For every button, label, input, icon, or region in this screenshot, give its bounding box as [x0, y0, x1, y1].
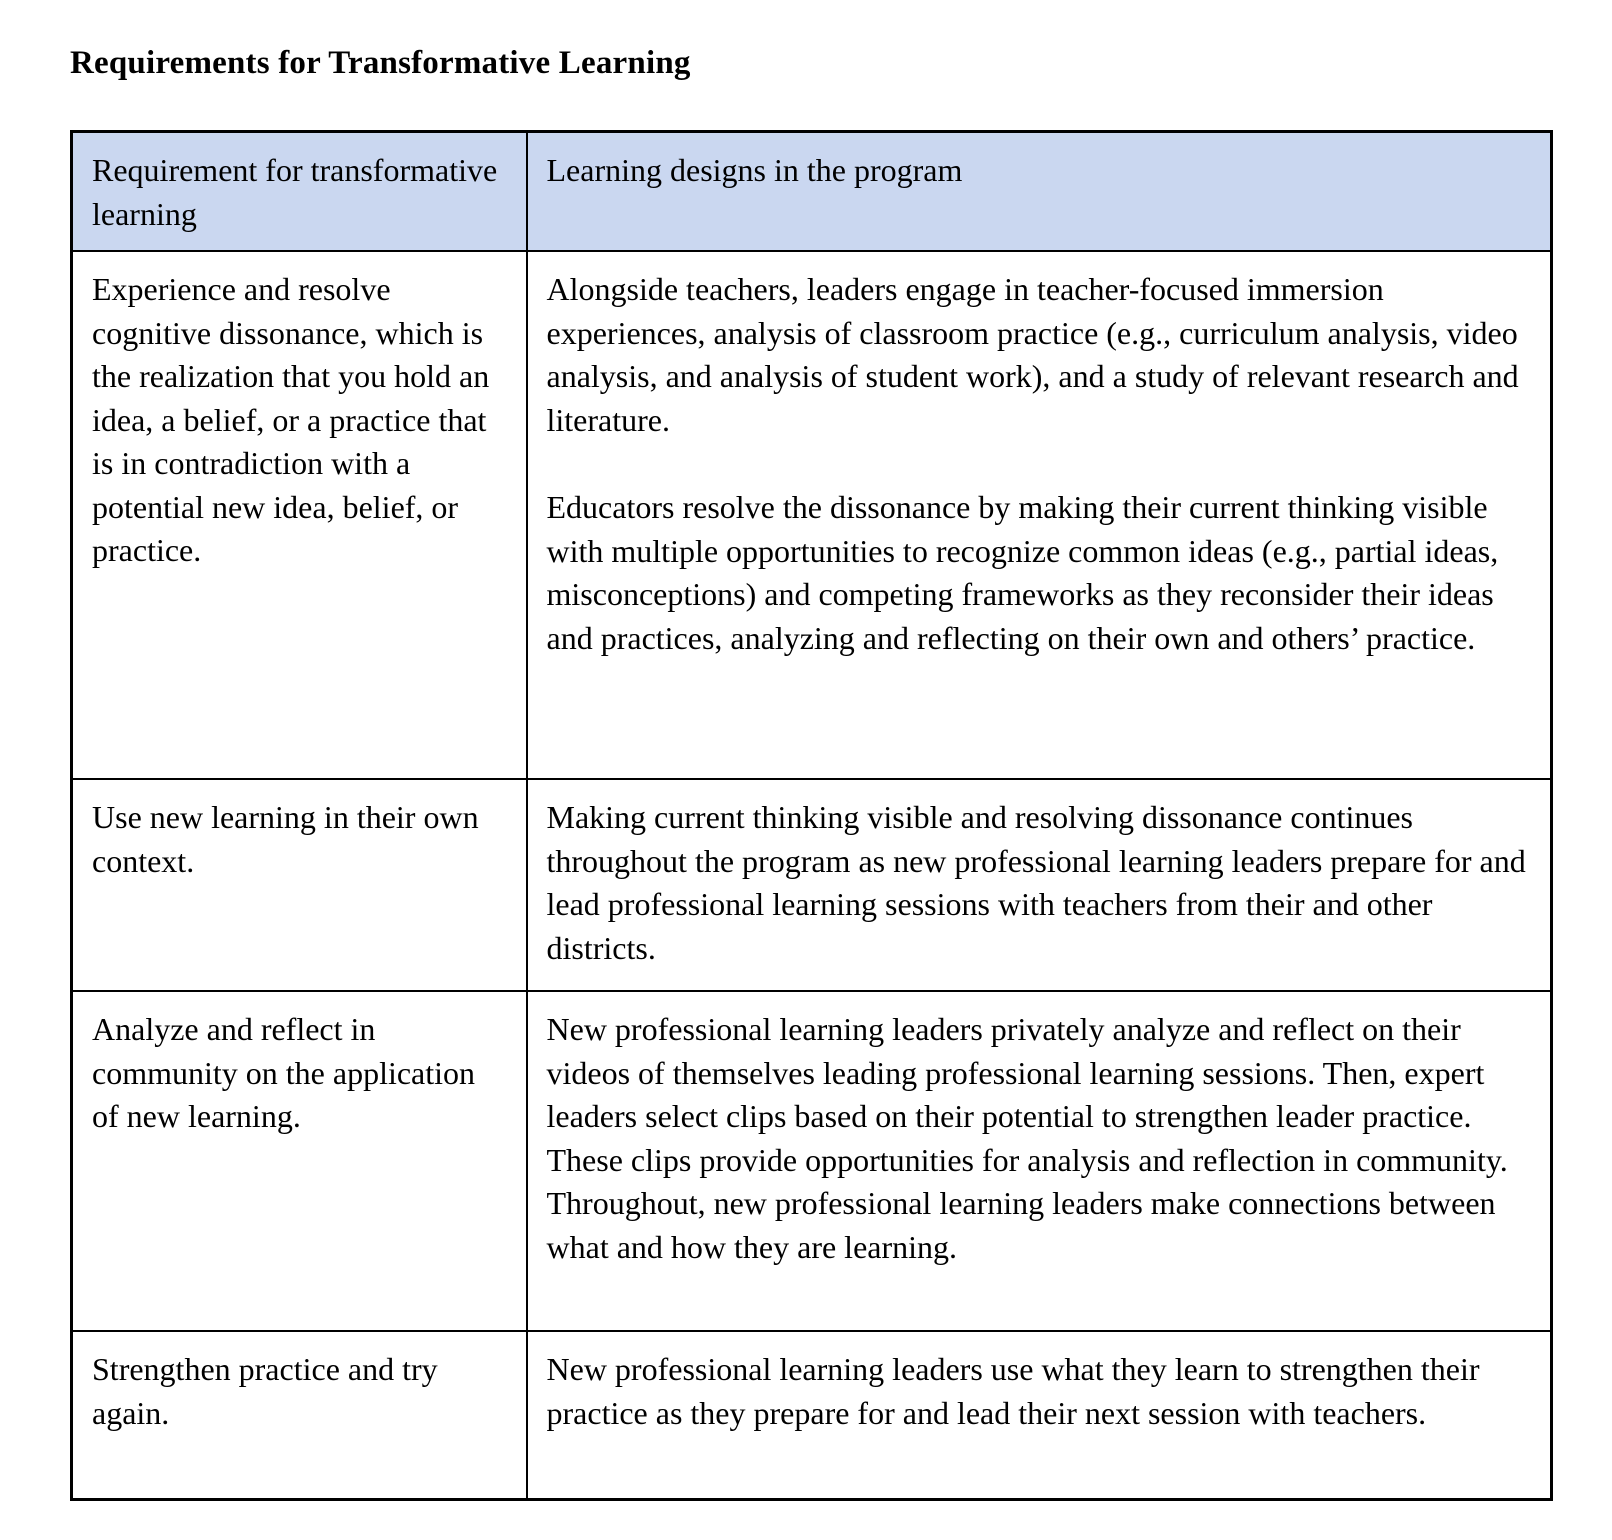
requirements-table — [70, 130, 1553, 1501]
requirement-text: Experience and resolve cognitive dissonance, which is the realization that you hold an idea, a belief, or a practice that is in contradiction with a potential new idea, belief, or practice. — [92, 271, 490, 568]
table-header-row — [72, 132, 1552, 252]
learning-design-cell — [527, 779, 1552, 991]
header-cell-requirement: Requirement for transformative learning — [72, 132, 527, 252]
table-row — [72, 991, 1552, 1331]
table-row — [72, 779, 1552, 991]
learning-design-paragraph: Making current thinking visible and resolving dissonance continues throughout the program as new professional learning leaders prepare for and lead professional learning sessions with teachers from their and other districts. — [546, 799, 1526, 966]
page-title: Requirements for Transformative Learning — [70, 45, 691, 81]
requirement-text: Strengthen practice and try again. — [92, 1351, 438, 1431]
header-cell-learning-designs: Learning designs in the program — [527, 132, 1552, 252]
learning-design-cell — [527, 251, 1552, 779]
requirement-text: Analyze and reflect in community on the application of new learning. — [92, 1011, 476, 1134]
requirement-cell — [72, 991, 527, 1331]
requirement-cell — [72, 251, 527, 779]
learning-design-paragraph: New professional learning leaders use what they learn to strengthen their practice as they prepare for and lead their next session with teachers. — [546, 1351, 1480, 1431]
table-header — [72, 132, 1552, 252]
requirement-cell — [72, 779, 527, 991]
learning-design-paragraph: Alongside teachers, leaders engage in teacher-focused immersion experiences, analysis of classroom practice (e.g., curriculum analysis, video analysis, and analysis of student work), and a study of relevant research and literature. — [546, 271, 1519, 438]
learning-design-cell — [527, 991, 1552, 1331]
learning-design-paragraph: New professional learning leaders privately analyze and reflect on their videos of themselves leading professional learning sessions. Then, expert leaders select clips based on their potential to strengthen leader practice. These clips provide opportunities for analysis and reflection in community. Throughout, new professional learning leaders make connections between what and how they are learning. — [546, 1011, 1508, 1265]
learning-design-cell — [527, 1331, 1552, 1499]
learning-design-paragraph: Educators resolve the dissonance by making their current thinking visible with multiple opportunities to recognize common ideas (e.g., partial ideas, misconceptions) and competing frameworks as they reconsider their ideas and practices, analyzing and reflecting on their own and others’ practice. — [546, 489, 1499, 656]
requirement-cell — [72, 1331, 527, 1499]
table-body — [72, 251, 1552, 1499]
table-row — [72, 1331, 1552, 1499]
requirement-text: Use new learning in their own context. — [92, 799, 479, 879]
table-row — [72, 251, 1552, 779]
